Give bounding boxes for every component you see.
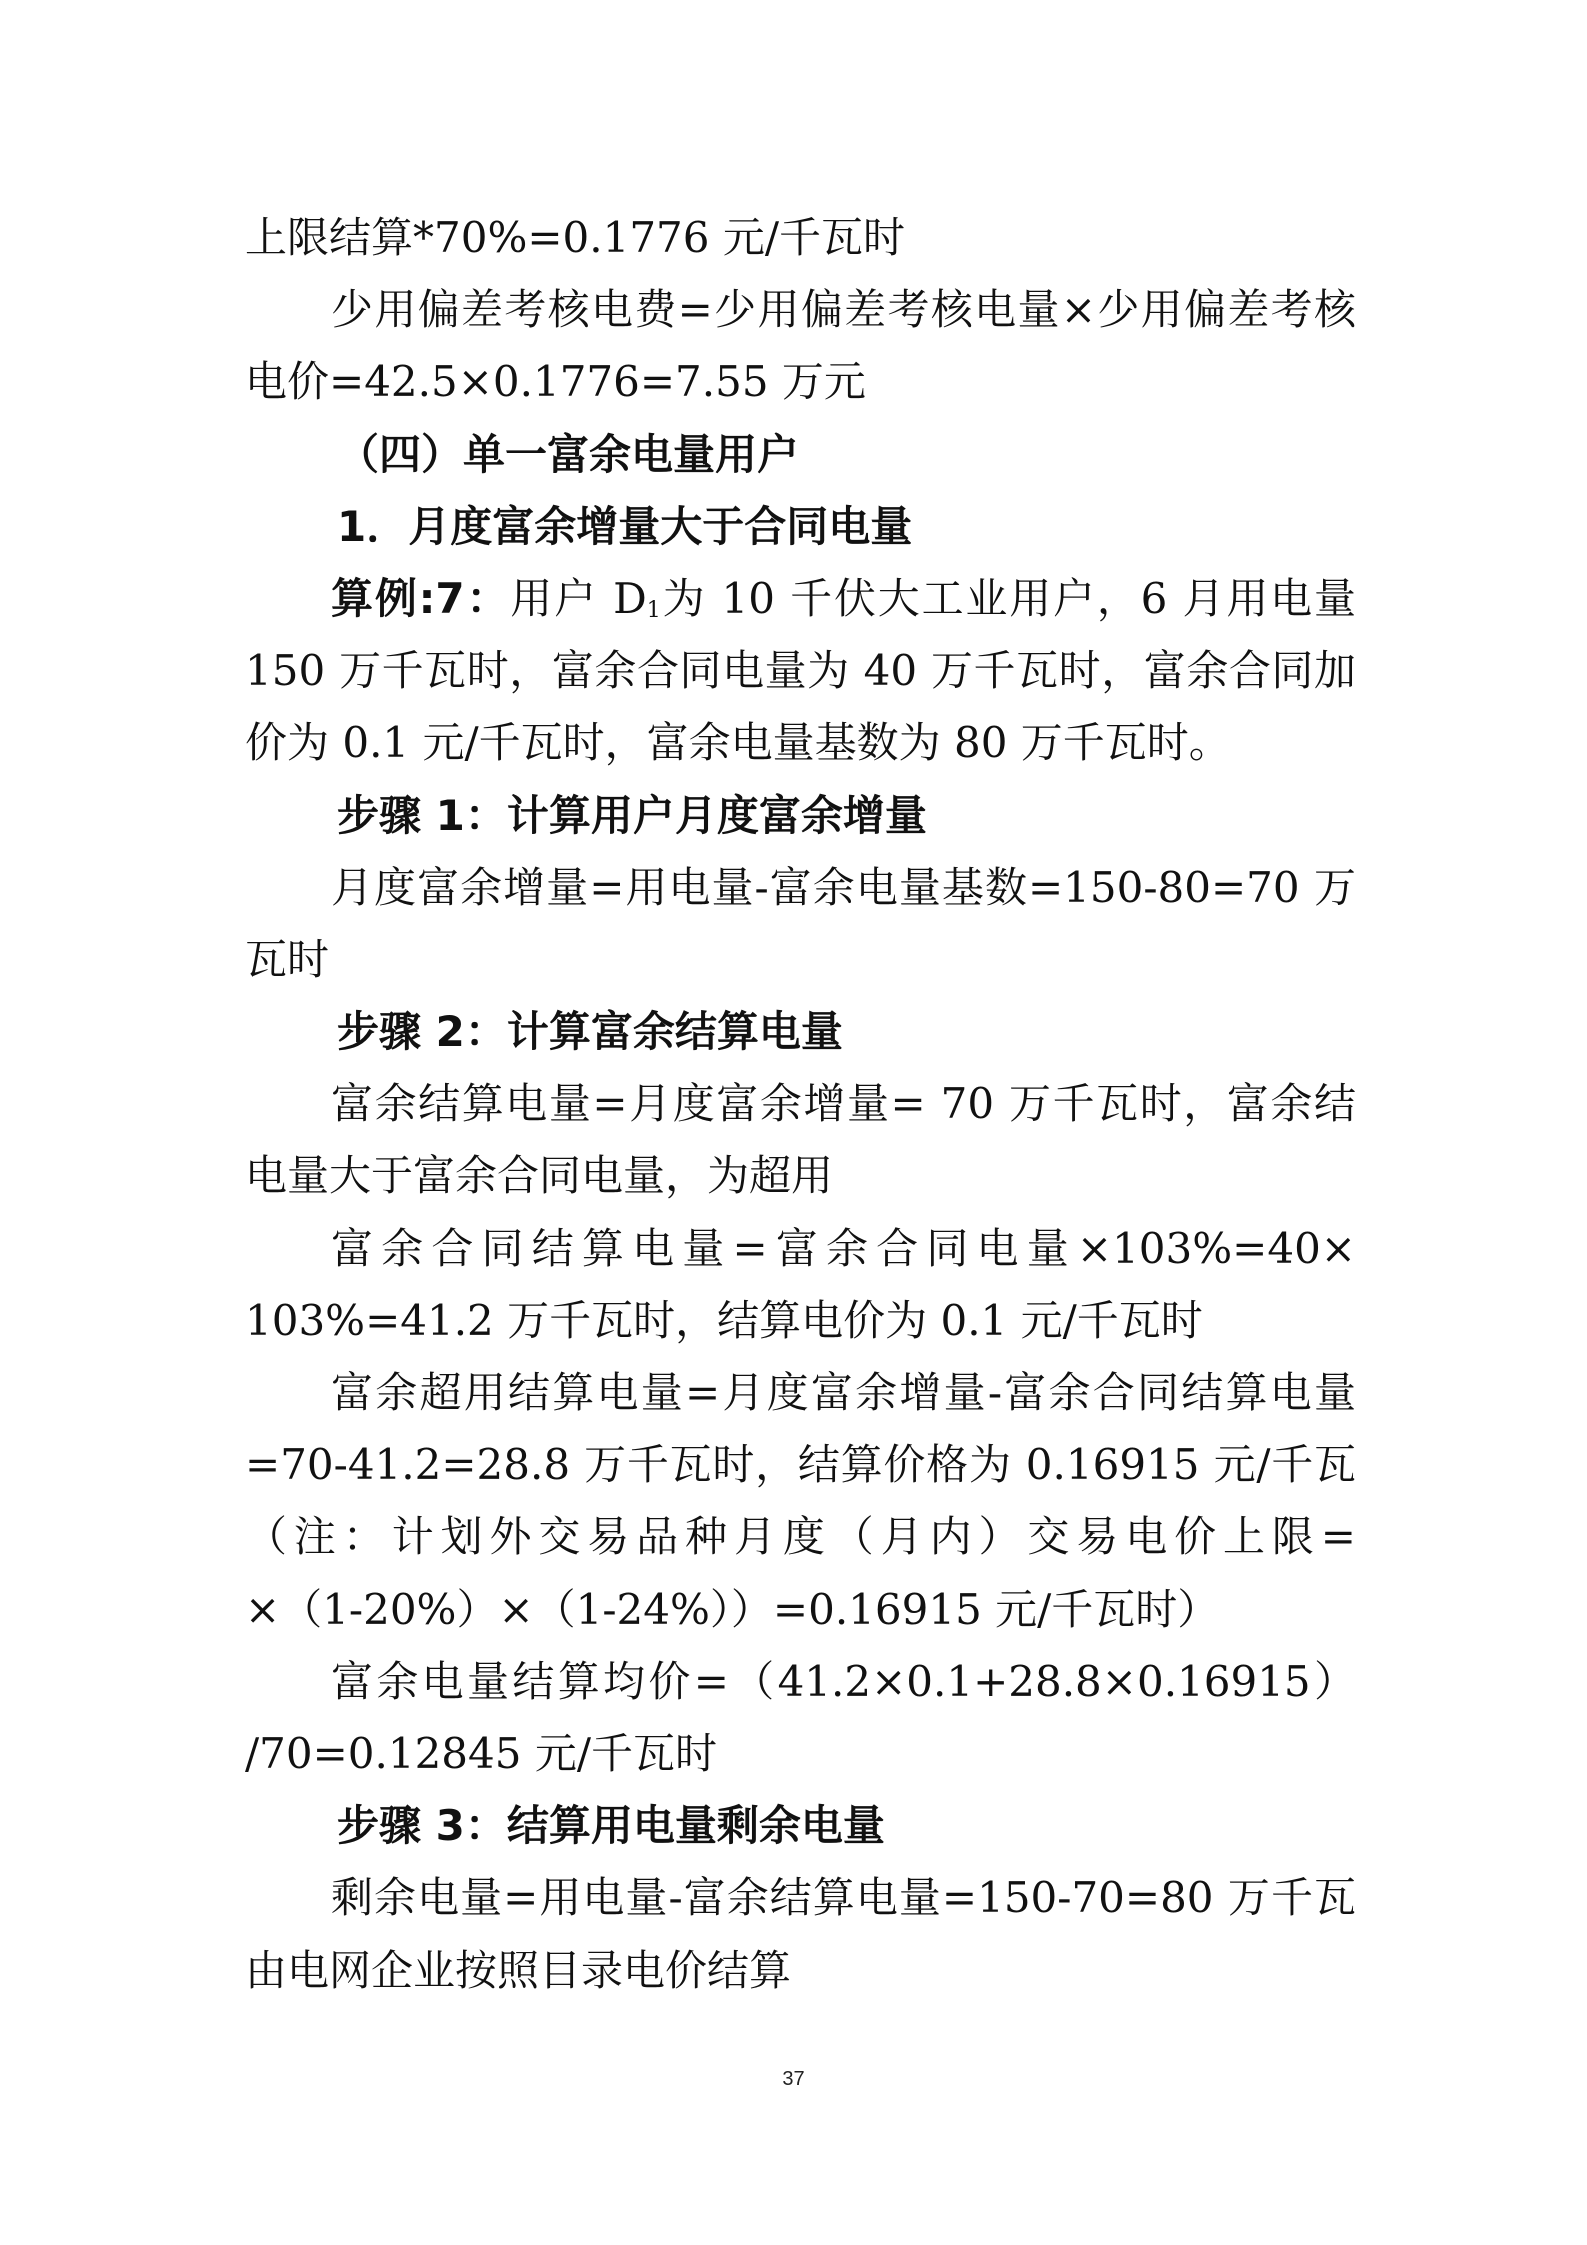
page-number: 37 (782, 2068, 805, 2090)
example-label: 算例:7： (331, 573, 511, 623)
step-heading: 步骤 2：计算富余结算电量 (337, 1007, 843, 1057)
text-line: 103%=41.2 万千瓦时，结算电价为 0.1 元/千瓦时 (245, 1295, 1203, 1345)
text-line: 富余结算电量=月度富余增量= 70 万千瓦时，富余结 (331, 1079, 1356, 1129)
subscript: 1 (646, 597, 661, 623)
text-line: 剩余电量=用电量-富余结算电量=150-70=80 万千瓦 (331, 1873, 1356, 1923)
text-line: 少用偏差考核电费=少用偏差考核电量×少用偏差考核 (331, 285, 1356, 335)
text-line: 价为 0.1 元/千瓦时，富余电量基数为 80 万千瓦时。 (245, 718, 1231, 768)
document-body (245, 202, 1356, 2007)
section-heading: （四）单一富余电量用户 (337, 429, 800, 479)
text-line: 电价=42.5×0.1776=7.55 万元 (245, 357, 866, 407)
text-line: /70=0.12845 元/千瓦时 (245, 1728, 717, 1778)
text-line: =70-41.2=28.8 万千瓦时，结算价格为 0.16915 元/千瓦 (245, 1440, 1356, 1490)
text-line (245, 563, 1356, 635)
step-heading: 步骤 3：结算用电量剩余电量 (337, 1801, 885, 1851)
text-line: 月度富余增量=用电量-富余电量基数=150-80=70 万 (331, 862, 1356, 912)
text-line: 瓦时 (245, 934, 330, 984)
text-line: 由电网企业按照目录电价结算 (245, 1945, 792, 1995)
text-line: 富余超用结算电量=月度富余增量-富余合同结算电量 (331, 1368, 1356, 1417)
text-line: 电量大于富余合同电量，为超用 (245, 1151, 834, 1201)
step-heading: 步骤 1：计算用户月度富余增量 (337, 790, 927, 840)
text-line: 上限结算*70%=0.1776 元/千瓦时 (245, 213, 906, 262)
subsection-heading: 1．月度富余增量大于合同电量 (337, 501, 913, 551)
text-line: 150 万千瓦时，富余合同电量为 40 万千瓦时，富余合同加 (245, 646, 1356, 696)
text-segment: 为 10 千伏大工业用户，6 月用电量 (660, 573, 1356, 623)
text-line: ×（1-20%）×（1-24%））=0.16915 元/千瓦时） (245, 1584, 1220, 1634)
text-line: （注：计划外交易品种月度（月内）交易电价上限= (245, 1512, 1356, 1562)
text-line: 富余电量结算均价=（41.2×0.1+28.8×0.16915） (331, 1656, 1356, 1706)
text-segment: 用户 D (510, 573, 647, 623)
text-line: 富余合同结算电量=富余合同电量×103%=40× (331, 1223, 1356, 1273)
